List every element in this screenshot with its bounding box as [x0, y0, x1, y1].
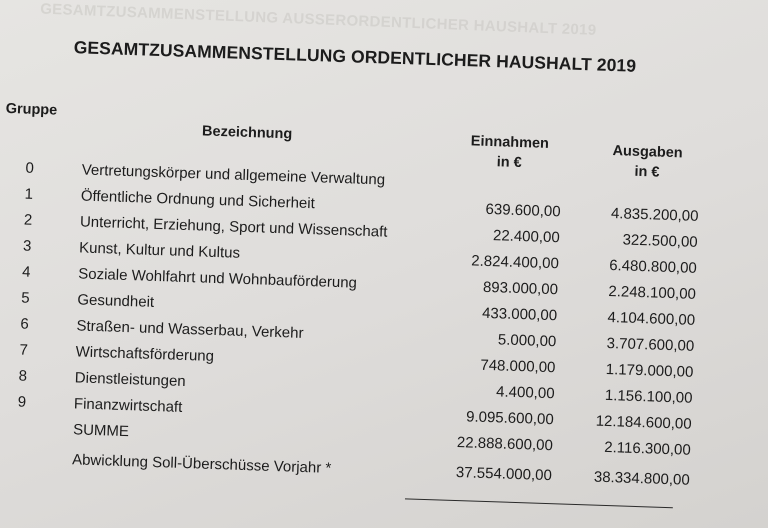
group-label: Straßen- und Wasserbau, Verkehr	[76, 317, 304, 342]
group-number: 0	[25, 159, 35, 177]
income-value: 2.824.400,00	[471, 252, 560, 273]
group-label: Finanzwirtschaft	[73, 395, 183, 416]
expense-value: 6.480.800,00	[608, 257, 698, 277]
income-value: 893.000,00	[482, 278, 559, 299]
bleed-through-title: GESAMTZUSAMMENSTELLUNG AUSSERORDENTLICHER HAUSHALT 2019	[39, 0, 597, 39]
expense-value: 12.184.600,00	[595, 412, 692, 433]
income-value: 433.000,00	[481, 304, 558, 325]
header-income-line2: in €	[496, 154, 522, 172]
group-label: Soziale Wohlfahrt und Wohnbauförderung	[77, 265, 358, 292]
income-value: 22.400,00	[492, 227, 561, 247]
header-expense-line1: Ausgaben	[612, 143, 683, 162]
group-number: 1	[24, 185, 34, 203]
income-value: 639.600,00	[485, 200, 561, 221]
expense-value: 3.707.600,00	[606, 334, 695, 355]
expense-value: 38.334.800,00	[593, 468, 691, 489]
group-label: Dienstleistungen	[74, 369, 186, 391]
expense-value: 1.156.100,00	[604, 386, 693, 407]
income-value: 37.554.000,00	[455, 464, 553, 485]
sum-label: SUMME	[72, 421, 130, 441]
expense-value: 1.179.000,00	[605, 360, 694, 381]
group-number: 3	[22, 237, 32, 255]
group-label: Vertretungskörper und allgemeine Verwaltung	[81, 161, 386, 189]
header-income	[454, 131, 565, 175]
income-value: 5.000,00	[497, 331, 557, 351]
expense-value: 2.116.300,00	[604, 438, 692, 459]
carryover-label: Abwicklung Soll-Überschüsse Vorjahr *	[71, 451, 332, 477]
group-label: Kunst, Kultur und Kultus	[78, 239, 241, 262]
header-group: Gruppe	[5, 100, 58, 119]
group-number: 8	[18, 367, 28, 385]
group-label: Unterricht, Erziehung, Sport und Wissenschaft	[79, 213, 388, 241]
group-label: Wirtschaftsförderung	[75, 343, 215, 365]
income-value: 748.000,00	[480, 356, 556, 377]
expense-value: 4.104.600,00	[607, 308, 696, 329]
group-number	[11, 419, 31, 420]
expense-value: 2.248.100,00	[608, 282, 697, 303]
expense-value: 4.835.200,00	[610, 205, 699, 225]
header-income-line1: Einnahmen	[470, 133, 550, 152]
header-label: Bezeichnung	[201, 123, 293, 143]
page-title: GESAMTZUSAMMENSTELLUNG ORDENTLICHER HAUSHALT 2019	[73, 37, 637, 76]
group-number: 4	[21, 263, 31, 281]
group-label: Gesundheit	[77, 291, 155, 311]
income-value: 4.400,00	[495, 383, 555, 403]
group-number: 9	[17, 393, 27, 411]
expense-value: 322.500,00	[622, 231, 698, 251]
income-value: 22.888.600,00	[456, 434, 554, 455]
header-expense	[592, 140, 703, 184]
sum-divider	[405, 498, 673, 508]
group-number	[10, 449, 30, 450]
group-number: 7	[19, 341, 29, 359]
income-value: 9.095.600,00	[465, 408, 554, 429]
group-number: 5	[20, 289, 30, 307]
group-number: 2	[23, 211, 33, 229]
header-expense-line2: in €	[634, 163, 660, 181]
group-label: Öffentliche Ordnung und Sicherheit	[80, 187, 316, 213]
group-number: 6	[20, 315, 30, 333]
